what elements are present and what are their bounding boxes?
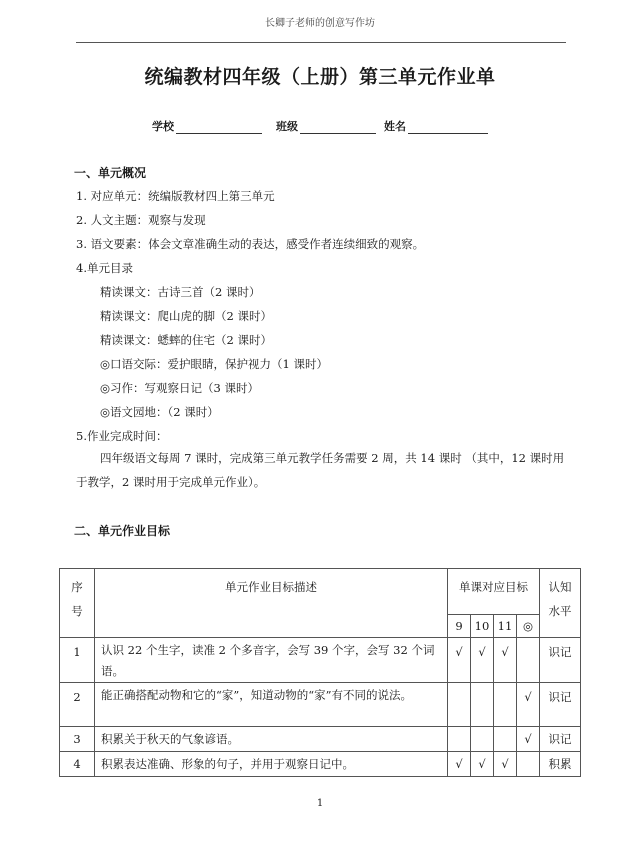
class-label: 班级: [276, 120, 298, 133]
row-level: 识记: [540, 727, 581, 752]
catalog-item: ◎语文园地：（2 课时）: [100, 405, 219, 419]
name-field: [384, 118, 488, 134]
overview-item: 3. 语文要素：体会文章准确生动的表达，感受作者连续细致的观察。: [76, 237, 425, 251]
row-level: 积累: [540, 752, 581, 777]
check-cell: [448, 683, 471, 727]
time-paragraph: 四年级语文每周 7 课时，完成第三单元教学任务需要 2 周，共 14 课时 （其中，12 课时用于教学，2 课时用于完成单元作业）。: [76, 451, 565, 489]
overview-item: 1. 对应单元：统编版教材四上第三单元: [76, 189, 275, 203]
row-number: 3: [60, 727, 95, 752]
row-description: 认识 22 个生字，读准 2 个多音字，会写 39 个字，会写 32 个词语。: [95, 638, 448, 683]
check-cell: [471, 683, 494, 727]
table-row: [60, 752, 581, 777]
row-number: 2: [60, 683, 95, 727]
row-description: 积累关于秋天的气象谚语。: [95, 727, 448, 752]
check-cell: √: [448, 752, 471, 777]
check-cell: [471, 727, 494, 752]
overview-item: 4.单元目录: [76, 261, 133, 275]
name-blank: [408, 121, 488, 134]
document-title: 统编教材四年级（上册）第三单元作业单: [144, 66, 496, 88]
check-cell: [494, 683, 517, 727]
header-lesson-special: ◎: [517, 615, 540, 638]
check-cell: [494, 727, 517, 752]
row-description: 积累表达准确、形象的句子，并用于观察日记中。: [95, 752, 448, 777]
check-cell: √: [494, 638, 517, 683]
name-label: 姓名: [384, 120, 406, 133]
row-level: 识记: [540, 638, 581, 683]
class-field: [276, 118, 376, 134]
school-blank: [176, 121, 262, 134]
catalog-item: 精读课文：爬山虎的脚（2 课时）: [100, 309, 272, 323]
catalog-item: 精读课文：蟋蟀的住宅（2 课时）: [100, 333, 272, 347]
section2-heading: 二、单元作业目标: [74, 524, 171, 538]
section1-heading: 一、单元概况: [74, 166, 147, 180]
row-number: 1: [60, 638, 95, 683]
row-level: 识记: [540, 683, 581, 727]
table-row: [60, 638, 581, 683]
check-cell: √: [471, 638, 494, 683]
check-cell: √: [471, 752, 494, 777]
header-lesson-9: 9: [448, 615, 471, 638]
catalog-item: ◎口语交际：爱护眼睛，保护视力（1 课时）: [100, 357, 329, 371]
check-cell: √: [517, 683, 540, 727]
page-number: 1: [316, 798, 324, 809]
header-lesson-10: 10: [471, 615, 494, 638]
time-heading: 5.作业完成时间：: [76, 429, 168, 443]
goals-table: [59, 568, 581, 777]
header-lesson-goals: 单课对应目标: [448, 569, 540, 615]
page-header: 长卿子老师的创意写作坊: [265, 18, 375, 29]
header-number: 序号: [60, 569, 95, 638]
check-cell: √: [494, 752, 517, 777]
header-cognitive-level: 认知水平: [540, 569, 581, 638]
overview-item: 2. 人文主题：观察与发现: [76, 213, 206, 227]
table-header-row: [60, 569, 581, 615]
check-cell: √: [517, 727, 540, 752]
check-cell: [517, 638, 540, 683]
row-description: 能正确搭配动物和它的“家”，知道动物的“家”有不同的说法。: [95, 683, 448, 727]
check-cell: [517, 752, 540, 777]
catalog-item: ◎习作：写观察日记（3 课时）: [100, 381, 260, 395]
header-lesson-11: 11: [494, 615, 517, 638]
school-label: 学校: [152, 120, 174, 133]
catalog-item: 精读课文：古诗三首（2 课时）: [100, 285, 261, 299]
school-field: [152, 118, 262, 134]
header-description: 单元作业目标描述: [95, 569, 448, 638]
header-divider: [76, 42, 566, 43]
table-row: [60, 683, 581, 727]
check-cell: [448, 727, 471, 752]
check-cell: √: [448, 638, 471, 683]
row-number: 4: [60, 752, 95, 777]
table-row: [60, 727, 581, 752]
info-fields: [152, 118, 552, 136]
class-blank: [300, 121, 376, 134]
